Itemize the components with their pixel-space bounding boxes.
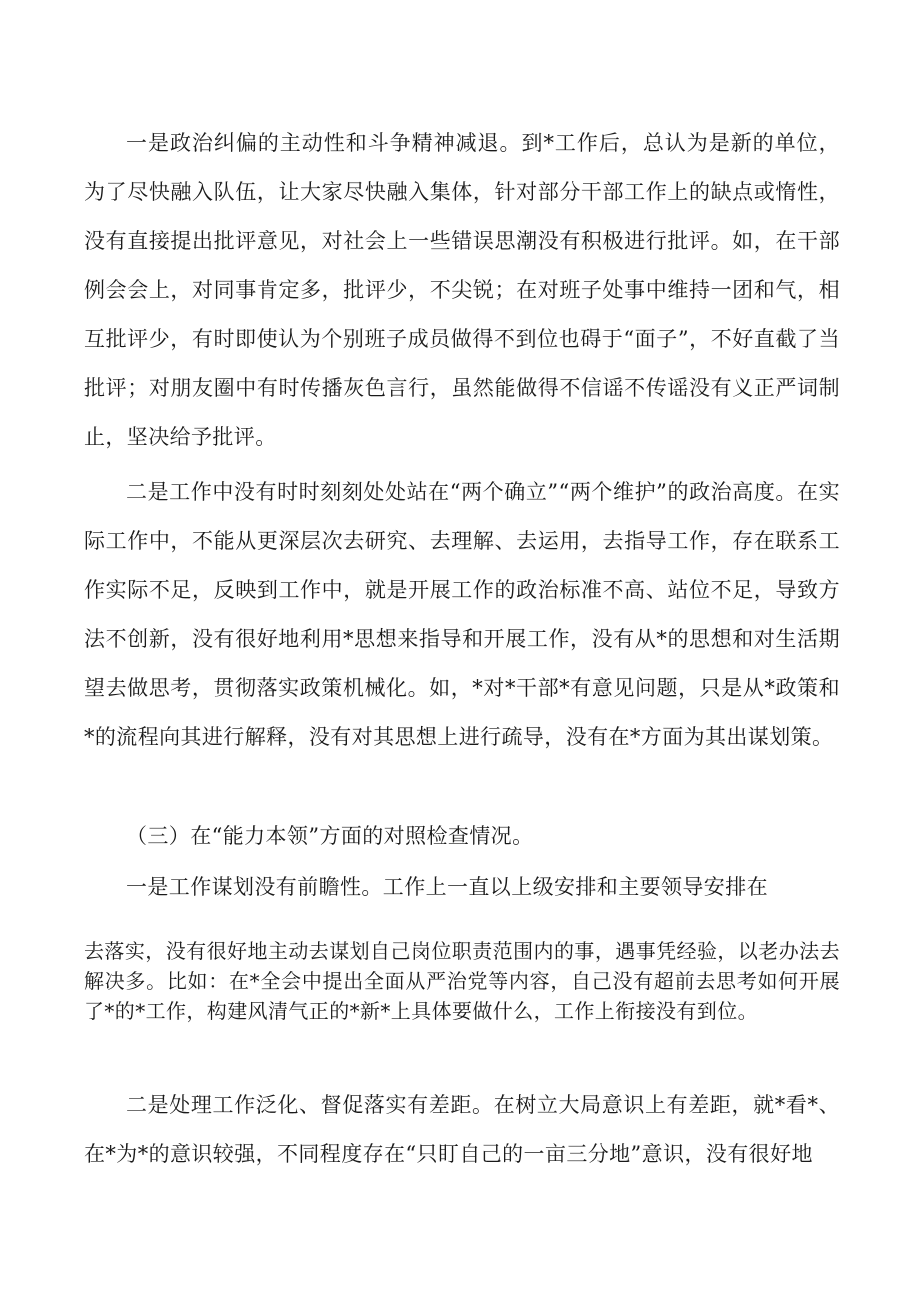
- paragraph-political-height: 二是工作中没有时时刻刻处处站在“两个确立”“两个维护”的政治高度。在实际工作中，不能从更深层次去研究、去理解、去运用，去指导工作，存在联系工作实际不足，反映到工作中，就是开展工作的政治标准不高、站位不足，导致方法不创新，没有很好地利用*思想来指导和开展工作，没有从*的思想和对生活期望去做思考，贯彻落实政策机械化。如，*对*干部*有意见问题，只是从*政策和*的流程向其进行解释，没有对其思想上进行疏导，没有在*方面为其出谋划策。: [84, 480, 840, 749]
- paragraph-work-planning: 一是工作谋划没有前瞻性。工作上一直以上级安排和主要领导安排在: [126, 875, 768, 899]
- section-heading-ability: （三）在“能力本领”方面的对照检查情况。: [126, 824, 534, 848]
- paragraph-work-planning-continued: 去落实，没有很好地主动去谋划自己岗位职责范围内的事，遇事凭经验，以老办法去解决多。比如：在*全会中提出全面从严治党等内容，自己没有超前去思考如何开展了*的*工作，构建风清气正的*新*上具体要做什么，工作上衔接没有到位。: [84, 939, 840, 1023]
- paragraph-political-correction: 一是政治纠偏的主动性和斗争精神减退。到*工作后，总认为是新的单位，为了尽快融入队伍，让大家尽快融入集体，针对部分干部工作上的缺点或惰性，没有直接提出批评意见，对社会上一些错误思潮没有积极进行批评。如，在干部例会会上，对同事肯定多，批评少，不尖锐；在对班子处事中维持一团和气，相互批评少，有时即使认为个别班子成员做得不到位也碍于“面子”，不好直截了当批评；对朋友圈中有时传播灰色言行，虽然能做得不信谣不传谣没有义正严词制止，坚决给予批评。: [84, 131, 840, 449]
- paragraph-implementation-gap: 二是处理工作泛化、督促落实有差距。在树立大局意识上有差距，就*看*、在*为*的意识较强，不同程度存在“只盯自己的一亩三分地”意识，没有很好地: [84, 1093, 840, 1166]
